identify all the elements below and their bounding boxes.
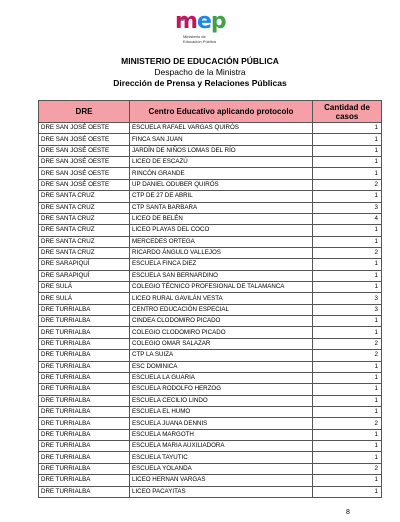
cell-casos: 1 [313,327,382,338]
document-header [0,56,400,89]
cell-dre: DRE SANTA CRUZ [39,236,130,247]
cell-dre: DRE SAN JOSÉ OESTE [39,179,130,190]
cell-casos: 1 [313,270,382,281]
cell-centro: JARDÍN DE NIÑOS LOMAS DEL RÍO [130,145,313,156]
cell-casos: 1 [313,406,382,417]
table-row [39,282,382,293]
cell-dre: DRE TURRIALBA [39,441,130,452]
table-row [39,475,382,486]
cell-dre: DRE SANTA CRUZ [39,247,130,258]
cell-dre: DRE TURRIALBA [39,395,130,406]
cell-centro: CTP SANTA BARBARA [130,202,313,213]
cell-casos: 1 [313,395,382,406]
table-row [39,406,382,417]
cell-centro: UP DANIEL ODUBER QUIRÓS [130,179,313,190]
cell-casos: 2 [313,179,382,190]
cell-casos: 1 [313,225,382,236]
cases-table [38,100,382,498]
cell-dre: DRE TURRIALBA [39,384,130,395]
cell-casos: 3 [313,202,382,213]
table-row [39,225,382,236]
page-number: 8 [346,509,350,516]
table-row [39,463,382,474]
table-row [39,350,382,361]
cell-casos: 1 [313,316,382,327]
cell-centro: ESCUELA RODOLFO HERZOG [130,384,313,395]
cell-dre: DRE TURRIALBA [39,338,130,349]
cell-dre: DRE TURRIALBA [39,463,130,474]
cell-centro: CTP DE 27 DE ABRIL [130,191,313,202]
cell-centro: FINCA SAN JUAN [130,134,313,145]
cell-dre: DRE TURRIALBA [39,475,130,486]
cell-dre: DRE SAN JOSÉ OESTE [39,168,130,179]
cell-casos: 3 [313,304,382,315]
cell-dre: DRE SAN JOSÉ OESTE [39,123,130,134]
cell-dre: DRE SAN JOSÉ OESTE [39,134,130,145]
department-title: Dirección de Prensa y Relaciones Públicas [113,78,287,88]
cell-dre: DRE TURRIALBA [39,304,130,315]
cell-casos: 1 [313,168,382,179]
table-row [39,259,382,270]
cell-casos: 1 [313,452,382,463]
cell-casos: 1 [313,475,382,486]
table-row [39,168,382,179]
table-row [39,418,382,429]
cell-casos: 1 [313,259,382,270]
cell-centro: ESCUELA CECILIO LINDO [130,395,313,406]
table-row [39,157,382,168]
cell-centro: ESCUELA LA GUARIA [130,372,313,383]
cell-centro: CENTRO EDUCACIÓN ESPECIAL [130,304,313,315]
table-row [39,191,382,202]
cell-dre: DRE SAN JOSÉ OESTE [39,157,130,168]
cell-dre: DRE TURRIALBA [39,361,130,372]
cell-dre: DRE SANTA CRUZ [39,191,130,202]
cell-centro: LICEO RURAL GAVILÁN VESTA [130,293,313,304]
table-row [39,247,382,258]
cell-casos: 1 [313,361,382,372]
table-header-row [39,101,382,123]
cell-casos: 1 [313,145,382,156]
cell-centro: ESCUELA FINCA DIEZ [130,259,313,270]
table-row [39,429,382,440]
office-title: Despacho de la Ministra [154,67,246,77]
cell-casos: 1 [313,486,382,497]
cell-casos: 1 [313,236,382,247]
cell-casos: 1 [313,191,382,202]
cell-casos: 2 [313,350,382,361]
cell-centro: ESC DOMINICA [130,361,313,372]
cell-dre: DRE SANTA CRUZ [39,202,130,213]
cell-centro: COLEGIO CLODOMIRO PICADO [130,327,313,338]
cell-casos: 1 [313,134,382,145]
table-row [39,293,382,304]
table-row [39,372,382,383]
table-row [39,361,382,372]
table-row [39,236,382,247]
ministry-title: MINISTERIO DE EDUCACIÓN PÚBLICA [121,56,279,66]
table-row [39,395,382,406]
cell-dre: DRE SULÁ [39,293,130,304]
table-row [39,134,382,145]
cell-centro: MERCEDES ORTEGA [130,236,313,247]
cell-dre: DRE TURRIALBA [39,452,130,463]
cell-dre: DRE TURRIALBA [39,429,130,440]
mep-logo [169,10,231,46]
cell-centro: LICEO DE ESCAZÚ [130,157,313,168]
cell-casos: 1 [313,372,382,383]
cell-centro: RINCÓN GRANDE [130,168,313,179]
cell-centro: ESCUELA EL HUMO [130,406,313,417]
cell-centro: ESCUELA TAYUTIC [130,452,313,463]
cell-centro: ESCUELA RAFAEL VARGAS QUIRÓS [130,123,313,134]
cell-centro: LICEO PACAYITAS [130,486,313,497]
table-row [39,327,382,338]
cell-dre: DRE TURRIALBA [39,316,130,327]
table-row [39,270,382,281]
cell-dre: DRE TURRIALBA [39,350,130,361]
column-header-casos: Cantidad de casos [313,101,382,123]
table-row [39,384,382,395]
cell-casos: 1 [313,282,382,293]
cell-centro: CTP LA SUIZA [130,350,313,361]
column-header-dre: DRE [39,101,130,123]
cell-dre: DRE TURRIALBA [39,372,130,383]
logo-wordmark: mep [175,9,226,34]
table-row [39,486,382,497]
cell-dre: DRE TURRIALBA [39,327,130,338]
cell-casos: 2 [313,338,382,349]
cell-dre: DRE SULÁ [39,282,130,293]
cell-centro: COLEGIO TÉCNICO PROFESIONAL DE TALAMANCA [130,282,313,293]
cell-dre: DRE SANTA CRUZ [39,225,130,236]
table-row [39,316,382,327]
table-row [39,202,382,213]
cell-centro: ESCUELA MARIA AUXILIADORA [130,441,313,452]
cell-centro: LICEO PLAYAS DEL COCO [130,225,313,236]
cell-centro: ESCUELA MARGOTH [130,429,313,440]
table-row [39,213,382,224]
cell-casos: 2 [313,247,382,258]
column-header-centro: Centro Educativo aplicando protocolo [130,101,313,123]
table-row [39,145,382,156]
table-row [39,179,382,190]
cell-centro: ESCUELA SAN BERNARDINO [130,270,313,281]
logo-subtitle: Ministerio de Educación Pública [183,34,216,44]
table-row [39,123,382,134]
cell-dre: DRE TURRIALBA [39,418,130,429]
cell-centro: LICEO HERNAN VARGAS [130,475,313,486]
table-row [39,338,382,349]
cell-dre: DRE SARAPIQUÍ [39,259,130,270]
cell-centro: COLEGIO OMAR SALAZAR [130,338,313,349]
cell-centro: CINDEA CLODOMIRO PICADO [130,316,313,327]
cell-dre: DRE SARAPIQUÍ [39,270,130,281]
cell-casos: 3 [313,293,382,304]
cell-centro: ESCUELA JUANA DENNIS [130,418,313,429]
cell-casos: 1 [313,441,382,452]
cell-casos: 4 [313,213,382,224]
cell-casos: 2 [313,463,382,474]
cell-centro: LICEO DE BELÉN [130,213,313,224]
cell-casos: 1 [313,157,382,168]
cell-casos: 1 [313,123,382,134]
cell-casos: 1 [313,429,382,440]
cell-casos: 2 [313,418,382,429]
cell-dre: DRE SAN JOSÉ OESTE [39,145,130,156]
cell-centro: ESCUELA YOLANDA [130,463,313,474]
cell-dre: DRE TURRIALBA [39,406,130,417]
cell-centro: RICARDO ÁNGULO VALLEJOS [130,247,313,258]
table-row [39,452,382,463]
cell-dre: DRE SANTA CRUZ [39,213,130,224]
table-row [39,304,382,315]
table-row [39,441,382,452]
cell-dre: DRE TURRIALBA [39,486,130,497]
cell-casos: 1 [313,384,382,395]
